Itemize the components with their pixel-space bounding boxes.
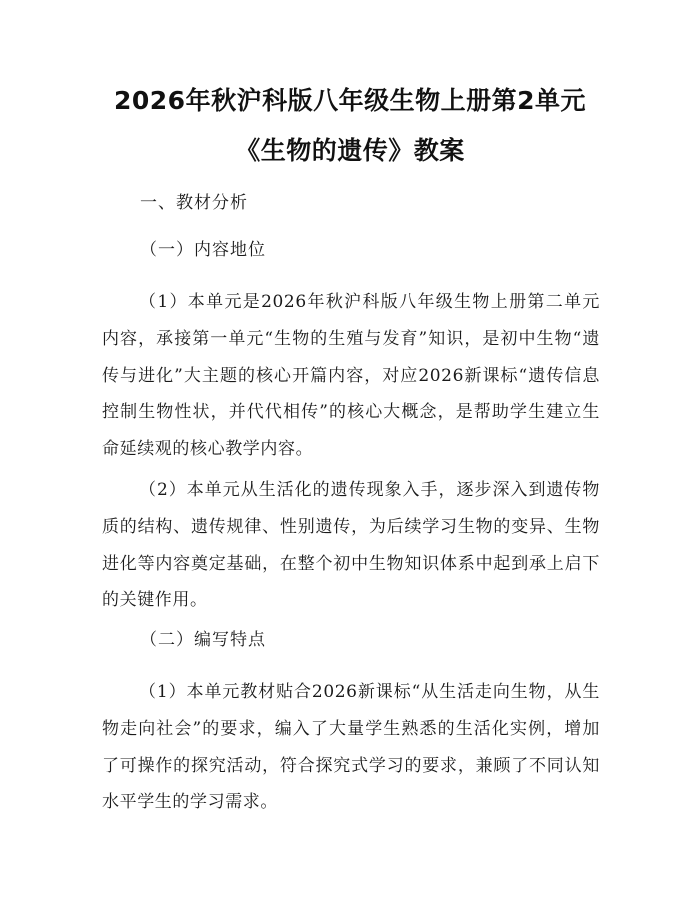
paragraph-writing-features-1: （1）本单元教材贴合2026新课标“从生活走向生物，从生物走向社会”的要求，编入了大量学生熟悉的生活化实例，增加了可操作的探究活动，符合探究式学习的要求，兼顾了不同认知水平学生的学习需求。 [102, 682, 600, 813]
paragraph-content-position-1: （1）本单元是2026年秋沪科版八年级生物上册第二单元内容，承接第一单元“生物的生殖与发育”知识，是初中生物“遗传与进化”大主题的核心开篇内容，对应2026新课标“遗传信息控制生物性状，并代代相传”的核心大概念，是帮助学生建立生命延续观的核心教学内容。 [102, 292, 600, 460]
subsection-heading-writing-features: （二）编写特点 [140, 630, 266, 650]
paragraph-content-position-2: （2）本单元从生活化的遗传现象入手，逐步深入到遗传物质的结构、遗传规律、性别遗传，为后续学习生物的变异、生物进化等内容奠定基础，在整个初中生物知识体系中起到承上启下的关键作用。 [102, 480, 600, 611]
subsection-heading-content-position: （一）内容地位 [140, 240, 266, 260]
document-title-line-1: 2026年秋沪科版八年级生物上册第2单元 [114, 86, 586, 115]
section-heading-textbook-analysis: 一、教材分析 [140, 193, 248, 213]
document-title-line-2: 《生物的遗传》教案 [235, 136, 465, 165]
